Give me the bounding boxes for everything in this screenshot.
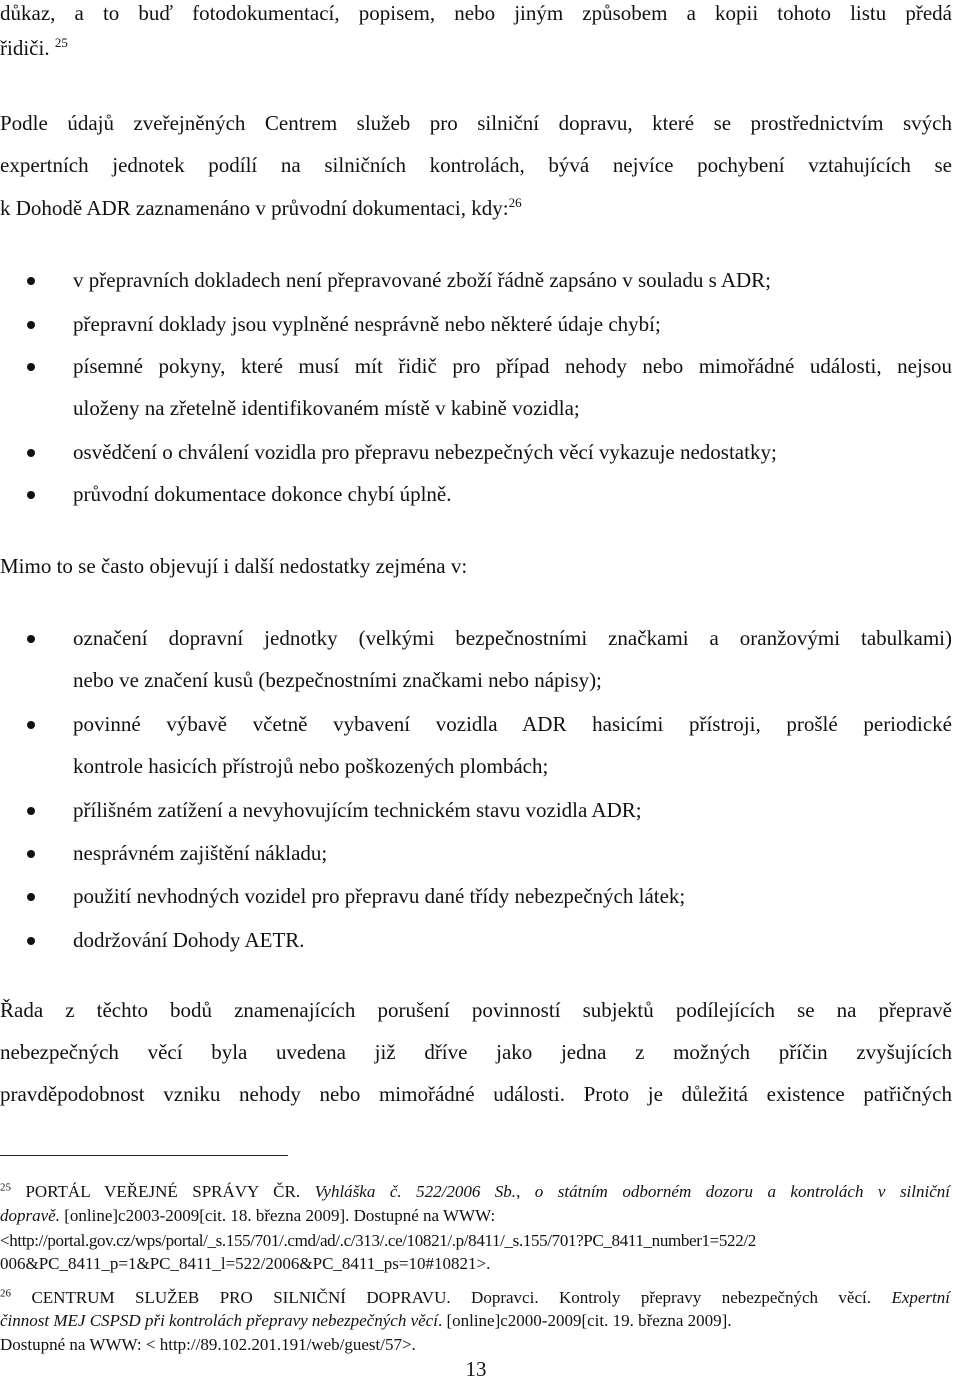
footnote-25-line-1: $^{25}$ PORTÁL VEŘEJNÉ SPRÁVY ČR. Vyhláška č. 522/2006 Sb., o státním odborném dozoru a kontrolách v silniční [0,1181,950,1201]
footnote-25-line-2: dopravě. [online]c2003-2009[cit. 18. března 2009]. Dostupné na WWW: [0,1206,496,1225]
intro-line-1: Podle údajů zveřejněných Centrem služeb pro silniční dopravu, které se prostřednictvím svých [0,111,952,135]
footnote-26-line-2: činnost MEJ CSPSD při kontrolách přepravy nebezpečných věcí. [online]c2000-2009[cit. 19. března 2009]. [0,1311,732,1330]
bullet-icon [27,850,35,858]
bullet-icon [27,635,35,643]
bullet-icon [27,363,35,371]
closing-line-1: Řada z těchto bodů znamenajících porušení povinností subjektů podílejících se na přepravě [0,998,952,1022]
intro-line-3: k Dohodě ADR zaznamenáno v průvodní dokumentaci, kdy:$^{26}$ [0,195,522,220]
bullet-icon [27,937,35,945]
footnote-26-line-1: $^{26}$ CENTRUM SLUŽEB PRO SILNIČNÍ DOPRAVU. Dopravci. Kontroly přepravy nebezpečných věcí. Expertní [0,1287,950,1307]
footnote-25-url-line-1: <http://portal.gov.cz/wps/portal/_s.155/701/.cmd/ad/.c/313/.ce/10821/.p/8411/_s.155/701?PC_8411_number1=522/2 [0,1231,756,1250]
closing-line-2: nebezpečných věcí byla uvedena již dříve jako jedna z možných příčin zvyšujících [0,1040,952,1064]
footnote-25-url-line-2: 006&PC_8411_p=1&PC_8411_l=522/2006&PC_8411_ps=10#10821>. [0,1254,491,1273]
bullet-icon [27,893,35,901]
footnote-ref-25: 25 [54,35,68,50]
footnote-26-line-3: Dostupné na WWW: < http://89.102.201.191/web/guest/57>. [0,1335,416,1354]
closing-line-3: pravděpodobnost vzniku nehody nebo mimořádné události. Proto je důležitá existence patřičných [0,1082,952,1106]
footnote-divider [0,1155,288,1156]
bullet-icon [27,491,35,499]
bullet-icon [27,721,35,729]
footnote-ref-26: 26 [508,195,522,210]
page-number: 13 [465,1357,487,1381]
bullet-icon [27,321,35,329]
document-page: důkaz, a to buď fotodokumentací, popisem, nebo jiným způsobem a kopii tohoto listu předá řidiči. $^{25}$ Podle údajů zveřejněných Centrem služeb pro silniční dopravu, které se prostřednictvím svých expertních jednotek podílí na silničních kontrolách, bývá nejvíce pochybení vztahujících se k Dohodě ADR zaznamenáno v průvodní dokumentaci, kdy:$^{26}$ v přepravních dokladech není přepravované zboží řádně zapsáno v souladu s ADR; přepravní doklady jsou vyplněné nesprávně nebo některé údaje chybí; písemné pokyny, které musí mít řidič pro případ nehody nebo mimořádné události, nejsou uloženy na zřetelně identifikovaném místě v kabině vozidla; osvědčení o chválení vozidla pro přepravu nebezpečných věcí vykazuje nedostatky; průvodní dokumentace dokonce chybí úplně. Mimo to se často objevují i další nedostatky zejména v: označení dopravní jednotky (velkými bezpečnostními značkami a oranžovými tabulkami) nebo ve značení kusů (bezpečnostními značkami nebo nápisy); povinné výbavě včetně vybavení vozidla ADR hasicími přístroji, prošlé periodické kontrole hasicích přístrojů nebo poškozených plombách; přílišném zatížení a nevyhovujícím technickém stavu vozidla ADR; nesprávném zajištění nákladu; použití nevhodných vozidel pro přepravu dané třídy nebezpečných látek; dodržování Dohody AETR. Řada z těchto bodů znamenajících porušení povinností subjektů podílejících se na přepravě nebezpečných věcí byla uvedena již dříve jako jedna z možných příčin zvyšujících pravděpodobnost vzniku nehody nebo mimořádné události. Proto je důležitá existence patřičných $^{25}$ PORTÁL VEŘEJNÉ SPRÁVY ČR. Vyhláška č. 522/2006 Sb., o státním odborném dozoru a kontrolách v silniční dopravě. [online]c2003-2009[cit. 18. března 2009]. Dostupné na WWW: <http://portal.gov.cz/wps/portal/_s.155/701/.cmd/ad/.c/313/.ce/10821/.p/8411/_s.155/701?PC_8411_number1=522/2 006&PC_8411_p=1&PC_8411_l=522/2006&PC_8411_ps=10#10821>. $^{26}$ CENTRUM SLUŽEB PRO SILNIČNÍ DOPRAVU. Dopravci. Kontroly přepravy nebezpečných věcí. Expertní činnost MEJ CSPSD při kontrolách přepravy nebezpečných věcí. [online]c2000-2009[cit. 19. března 2009]. Dostupné na WWW: < http://89.102.201.191/web/guest/57>. 13 [0,1,952,1381]
paragraph-continuation-line-1: důkaz, a to buď fotodokumentací, popisem, nebo jiným způsobem a kopii tohoto listu předá [0,1,952,25]
middle-paragraph: Mimo to se často objevují i další nedostatky zejména v: [0,554,468,578]
intro-line-2: expertních jednotek podílí na silničních kontrolách, bývá nejvíce pochybení vztahujících se [0,153,952,177]
bullet-icon [27,277,35,285]
bullet-icon [27,449,35,457]
paragraph-continuation-line-2: řidiči. $^{25}$ [0,35,68,60]
bullet-icon [27,807,35,815]
